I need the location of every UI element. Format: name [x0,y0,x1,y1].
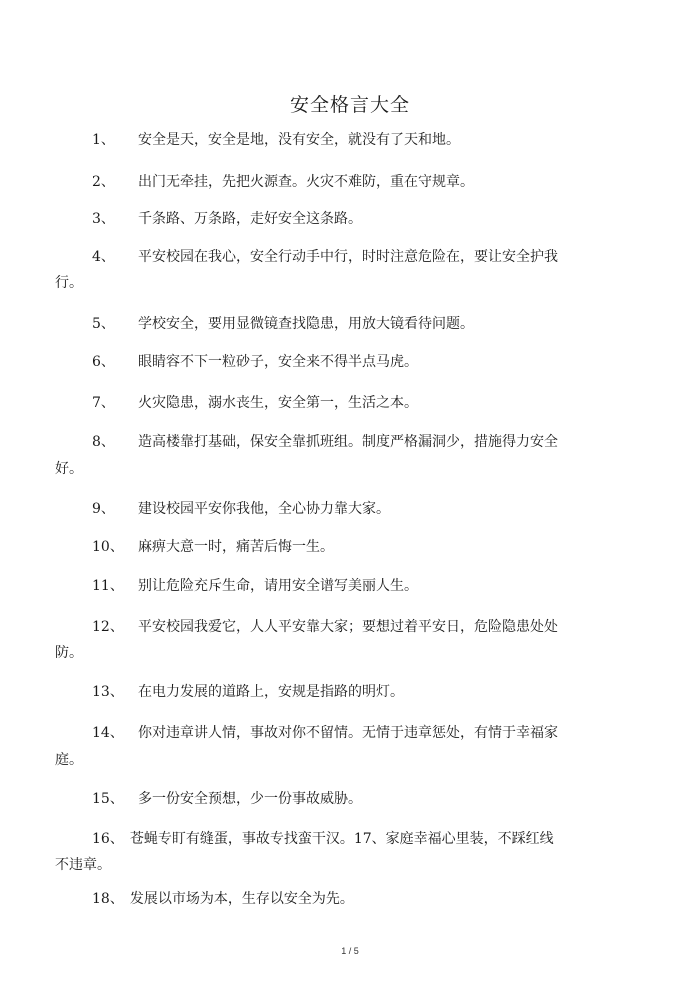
item-number: 16、 [92,831,124,847]
list-item [92,532,612,562]
page-number: 1 / 5 [341,946,359,956]
item-number: 15、 [92,791,124,807]
list-item [92,718,612,748]
item-number: 5、 [92,316,115,332]
list-item [92,884,612,914]
item-text: 火灾隐患，溺水丧生，安全第一，生活之本。 [138,395,418,411]
item-text: 你对违章讲人情，事故对你不留情。无情于违章惩处，有情于幸福家 [138,725,558,741]
item-text: 建设校园平安你我他，全心协力靠大家。 [138,501,390,517]
item-number: 11、 [92,578,124,594]
list-item [92,571,612,601]
list-item [92,125,612,155]
item-text: 眼睛容不下一粒砂子，安全来不得半点马虎。 [138,354,418,370]
item-text: 在电力发展的道路上，安规是指路的明灯。 [138,684,404,700]
item-number: 9、 [92,501,115,517]
item-text: 平安校园在我心，安全行动手中行，时时注意危险在，要让安全护我 [138,249,558,265]
list-item [92,204,612,234]
item-text: 别让危险充斥生命，请用安全谱写美丽人生。 [138,578,418,594]
item-text: 平安校园我爱它，人人平安靠大家；要想过着平安日，危险隐患处处 [138,619,558,635]
item-number: 14、 [92,725,124,741]
item-number: 6、 [92,354,115,370]
list-item [92,677,612,707]
list-item [92,388,612,418]
item-text: 发展以市场为本，生存以安全为先。 [129,891,354,907]
item-continuation: 防。 [55,645,83,661]
item-text: 多一份安全预想，少一份事故威胁。 [138,791,362,807]
item-number: 7、 [92,395,115,411]
item-text: 造高楼靠打基础，保安全靠抓班组。制度严格漏洞少，措施得力安全 [138,434,558,450]
item-continuation: 好。 [55,461,83,477]
item-number: 10、 [92,539,124,555]
item-number: 12、 [92,619,124,635]
list-item [92,427,612,457]
item-number: 4、 [92,249,115,265]
list-item [92,784,612,814]
item-text: 学校安全，要用显微镜查找隐患，用放大镜看待问题。 [138,316,474,332]
list-item [92,494,612,524]
item-number: 2、 [92,174,115,190]
item-continuation: 不违章。 [55,857,111,873]
item-number: 18、 [92,891,124,907]
list-item [92,167,612,197]
item-number: 3、 [92,211,115,227]
page-title: 安全格言大全 [289,94,410,116]
list-item [92,347,612,377]
item-number: 1、 [92,132,115,148]
item-number: 8、 [92,434,115,450]
item-text: 千条路、万条路，走好安全这条路。 [138,211,362,227]
item-number: 13、 [92,684,124,700]
item-text: 苍蝇专盯有缝蛋，事故专找蛮干汉。17、家庭幸福心里装，不踩红线 [129,831,554,847]
item-continuation: 庭。 [55,752,83,768]
item-text: 安全是天，安全是地，没有安全，就没有了天和地。 [138,132,460,148]
item-text: 麻痹大意一时，痛苦后悔一生。 [138,539,334,555]
list-item [92,309,612,339]
item-continuation: 行。 [55,275,83,291]
item-text: 出门无牵挂，先把火源查。火灾不难防，重在守规章。 [138,174,474,190]
